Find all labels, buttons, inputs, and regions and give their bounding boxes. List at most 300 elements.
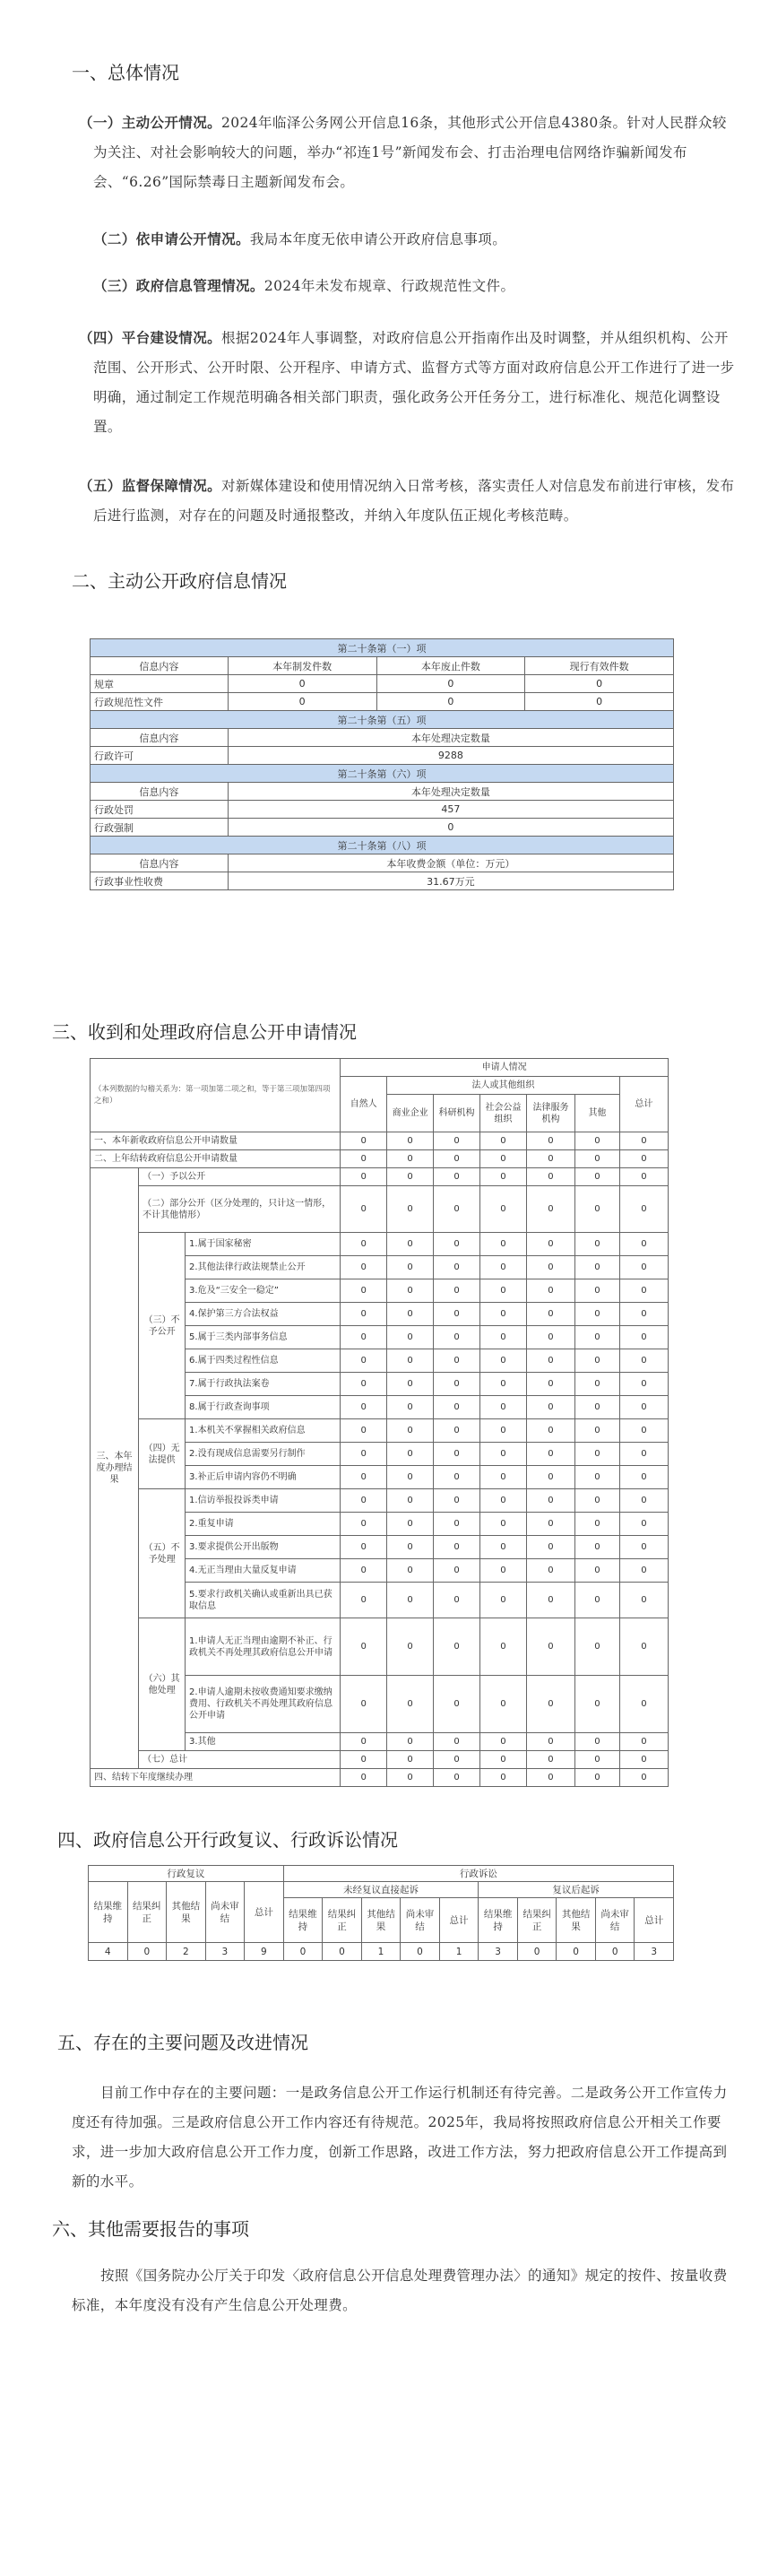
count-cell: 0 (434, 1349, 480, 1373)
count-cell: 0 (434, 1186, 480, 1233)
result-g7: （七）总计 (139, 1751, 341, 1769)
count-cell: 0 (387, 1733, 434, 1751)
not-reviewed-header: 未经复议直接起诉 (283, 1882, 479, 1898)
punish-value: 457 (228, 801, 673, 819)
count-cell: 0 (526, 1559, 574, 1583)
review-value-cell: 0 (283, 1943, 323, 1961)
result-g3-item: 6.属于四类过程性信息 (186, 1349, 341, 1373)
art1-header: 第二十条第（一）项 (91, 639, 674, 657)
count-cell: 0 (526, 1279, 574, 1303)
count-cell: 0 (341, 1150, 387, 1168)
count-cell: 0 (575, 1396, 620, 1419)
count-cell: 0 (341, 1419, 387, 1443)
col-abolished: 本年废止件数 (376, 657, 525, 675)
count-cell: 0 (480, 1168, 527, 1186)
col-decision-count: 本年处理决定数量 (228, 729, 673, 747)
count-cell: 0 (480, 1769, 527, 1787)
count-cell: 0 (480, 1303, 527, 1326)
count-cell: 0 (434, 1233, 480, 1256)
count-cell: 0 (480, 1186, 527, 1233)
count-cell: 0 (619, 1489, 668, 1513)
count-cell: 0 (341, 1466, 387, 1489)
count-cell: 0 (387, 1559, 434, 1583)
p2-lead: （二）依申请公开情况。 (93, 230, 250, 247)
count-cell: 0 (434, 1618, 480, 1676)
count-cell: 0 (387, 1326, 434, 1349)
count-cell: 0 (387, 1279, 434, 1303)
result-g5-item: 5.要求行政机关确认或重新出具已获取信息 (186, 1583, 341, 1618)
count-cell: 0 (480, 1559, 527, 1583)
count-cell: 0 (575, 1150, 620, 1168)
col-biz: 商业企业 (387, 1095, 434, 1132)
count-cell: 0 (619, 1186, 668, 1233)
count-cell: 0 (434, 1443, 480, 1466)
count-cell: 0 (341, 1233, 387, 1256)
count-cell: 0 (619, 1676, 668, 1733)
row-force: 行政强制 (91, 819, 229, 837)
count-cell: 0 (575, 1733, 620, 1751)
section1-title: 一、总体情况 (72, 62, 179, 83)
col-other: 其他 (575, 1095, 620, 1132)
ar-col-4: 总计 (635, 1898, 674, 1943)
count-cell: 0 (619, 1326, 668, 1349)
count-cell: 0 (387, 1443, 434, 1466)
review-col-1: 结果纠正 (127, 1882, 167, 1943)
count-cell: 0 (434, 1583, 480, 1618)
relation-note: （本列数据的勾稽关系为：第一项加第二项之和，等于第三项加第四项之和） (91, 1059, 341, 1132)
section1-paragraph-1 (79, 108, 738, 197)
count-cell: 0 (619, 1751, 668, 1769)
count-cell: 0 (526, 1233, 574, 1256)
count-cell: 0 (341, 1132, 387, 1150)
col-natural: 自然人 (341, 1077, 387, 1132)
count-cell: 0 (480, 1279, 527, 1303)
permit-value: 9288 (228, 747, 673, 765)
result-g2: （二）部分公开（区分处理的，只计这一情形，不计其他情形） (139, 1186, 341, 1233)
count-cell: 0 (341, 1676, 387, 1733)
col-legal: 法人或其他组织 (387, 1077, 620, 1095)
count-cell: 0 (434, 1466, 480, 1489)
count-cell: 0 (619, 1279, 668, 1303)
count-cell: 0 (434, 1419, 480, 1443)
row-punish: 行政处罚 (91, 801, 229, 819)
count-cell: 0 (526, 1489, 574, 1513)
count-cell: 0 (575, 1536, 620, 1559)
count-cell: 0 (480, 1466, 527, 1489)
normative-issued: 0 (228, 693, 376, 711)
count-cell: 0 (575, 1513, 620, 1536)
count-cell: 0 (387, 1513, 434, 1536)
ar-col-2: 其他结果 (557, 1898, 596, 1943)
count-cell: 0 (341, 1373, 387, 1396)
count-cell: 0 (434, 1373, 480, 1396)
count-cell: 0 (526, 1769, 574, 1787)
count-cell: 0 (619, 1769, 668, 1787)
result-g3-item: 5.属于三类内部事务信息 (186, 1326, 341, 1349)
row-next-year: 四、结转下年度继续办理 (91, 1769, 341, 1787)
count-cell: 0 (434, 1489, 480, 1513)
count-cell: 0 (341, 1256, 387, 1279)
col-social: 社会公益组织 (480, 1095, 527, 1132)
count-cell: 0 (434, 1150, 480, 1168)
col-info-content-4: 信息内容 (91, 854, 229, 872)
count-cell: 0 (341, 1559, 387, 1583)
count-cell: 0 (341, 1349, 387, 1373)
normative-abolished: 0 (376, 693, 525, 711)
count-cell: 0 (387, 1396, 434, 1419)
review-value-cell: 3 (479, 1943, 518, 1961)
result-g5-item: 3.要求提供公开出版物 (186, 1536, 341, 1559)
result-g5-item: 2.重复申请 (186, 1513, 341, 1536)
count-cell: 0 (480, 1513, 527, 1536)
count-cell: 0 (434, 1256, 480, 1279)
count-cell: 0 (341, 1303, 387, 1326)
count-cell: 0 (526, 1150, 574, 1168)
count-cell: 0 (434, 1536, 480, 1559)
section5-title: 五、存在的主要问题及改进情况 (57, 2032, 308, 2053)
count-cell: 0 (575, 1256, 620, 1279)
count-cell: 0 (526, 1256, 574, 1279)
count-cell: 0 (387, 1676, 434, 1733)
count-cell: 0 (387, 1233, 434, 1256)
applicant-header: 申请人情况 (341, 1059, 669, 1077)
review-value-cell: 1 (361, 1943, 401, 1961)
review-value-cell: 0 (323, 1943, 362, 1961)
count-cell: 0 (434, 1733, 480, 1751)
count-cell: 0 (434, 1513, 480, 1536)
suit-header: 行政诉讼 (283, 1866, 673, 1882)
review-value-cell: 3 (635, 1943, 674, 1961)
col-fee-amount: 本年收费金额（单位：万元） (228, 854, 673, 872)
art5-header: 第二十条第（五）项 (91, 711, 674, 729)
review-value-cell: 4 (89, 1943, 128, 1961)
count-cell: 0 (434, 1303, 480, 1326)
row-permit: 行政许可 (91, 747, 229, 765)
count-cell: 0 (575, 1419, 620, 1443)
art8-header: 第二十条第（八）项 (91, 837, 674, 854)
nr-col-3: 尚未审结 (401, 1898, 440, 1943)
count-cell: 0 (575, 1443, 620, 1466)
count-cell: 0 (341, 1513, 387, 1536)
section1-paragraph-3 (93, 271, 738, 301)
row-rules: 规章 (91, 675, 229, 693)
result-g3-item: 7.属于行政执法案卷 (186, 1373, 341, 1396)
section1-paragraph-4 (79, 323, 738, 442)
count-cell: 0 (387, 1466, 434, 1489)
count-cell: 0 (526, 1751, 574, 1769)
review-value-cell: 9 (245, 1943, 284, 1961)
count-cell: 0 (619, 1618, 668, 1676)
count-cell: 0 (480, 1256, 527, 1279)
count-cell: 0 (434, 1769, 480, 1787)
count-cell: 0 (526, 1583, 574, 1618)
count-cell: 0 (526, 1168, 574, 1186)
result-g6-item: 1.申请人无正当理由逾期不补正、行政机关不再处理其政府信息公开申请 (186, 1618, 341, 1676)
count-cell: 0 (526, 1396, 574, 1419)
result-g3-item: 3.危及“三安全一稳定” (186, 1279, 341, 1303)
force-value: 0 (228, 819, 673, 837)
count-cell: 0 (619, 1303, 668, 1326)
col-info-content-3: 信息内容 (91, 783, 229, 801)
p1-text: 2024年临泽公务网公开信息16条，其他形式公开信息4380条。针对人民群众较为关注、对社会影响较大的问题，举办“祁连1号”新闻发布会、打击治理电信网络诈骗新闻发布会、“6.26”国际禁毒日主题新闻发布会。 (93, 115, 727, 190)
count-cell: 0 (619, 1733, 668, 1751)
count-cell: 0 (526, 1618, 574, 1676)
count-cell: 0 (480, 1132, 527, 1150)
count-cell: 0 (387, 1132, 434, 1150)
section1-paragraph-2 (93, 224, 738, 255)
count-cell: 0 (526, 1676, 574, 1733)
p3-lead: （三）政府信息管理情况。 (93, 277, 264, 294)
count-cell: 0 (619, 1396, 668, 1419)
review-value-cell: 1 (439, 1943, 479, 1961)
p2-text: 我局本年度无依申请公开政府信息事项。 (249, 231, 507, 247)
count-cell: 0 (341, 1186, 387, 1233)
count-cell: 0 (341, 1769, 387, 1787)
count-cell: 0 (387, 1303, 434, 1326)
result-g3-item: 4.保护第三方合法权益 (186, 1303, 341, 1326)
row-new: 一、本年新收政府信息公开申请数量 (91, 1132, 341, 1150)
review-litigation-table (88, 1865, 674, 1961)
count-cell: 0 (387, 1168, 434, 1186)
p3-text: 2024年未发布规章、行政规范性文件。 (263, 278, 515, 294)
section6-text: 按照《国务院办公厅关于印发〈政府信息公开信息处理费管理办法〉的通知》规定的按件、按量收费标准，本年度没有没有产生信息公开处理费。 (72, 2268, 728, 2313)
count-cell: 0 (434, 1559, 480, 1583)
ar-col-1: 结果纠正 (517, 1898, 557, 1943)
p5-lead: （五）监督保障情况。 (79, 477, 222, 494)
result-g3-item: 8.属于行政查询事项 (186, 1396, 341, 1419)
count-cell: 0 (526, 1443, 574, 1466)
count-cell: 0 (526, 1349, 574, 1373)
count-cell: 0 (619, 1513, 668, 1536)
count-cell: 0 (480, 1751, 527, 1769)
count-cell: 0 (434, 1751, 480, 1769)
result-g1: （一）予以公开 (139, 1168, 341, 1186)
count-cell: 0 (341, 1536, 387, 1559)
count-cell: 0 (619, 1168, 668, 1186)
count-cell: 0 (619, 1233, 668, 1256)
application-table (90, 1058, 669, 1787)
result-g6-item: 3.其他 (186, 1733, 341, 1751)
result-g5-item: 1.信访举报投诉类申请 (186, 1489, 341, 1513)
count-cell: 0 (575, 1751, 620, 1769)
count-cell: 0 (575, 1279, 620, 1303)
count-cell: 0 (575, 1373, 620, 1396)
art6-header: 第二十条第（六）项 (91, 765, 674, 783)
count-cell: 0 (575, 1489, 620, 1513)
count-cell: 0 (526, 1419, 574, 1443)
count-cell: 0 (526, 1733, 574, 1751)
count-cell: 0 (387, 1769, 434, 1787)
count-cell: 0 (619, 1349, 668, 1373)
col-info-content: 信息内容 (91, 657, 229, 675)
count-cell: 0 (480, 1326, 527, 1349)
count-cell: 0 (434, 1279, 480, 1303)
count-cell: 0 (619, 1559, 668, 1583)
count-cell: 0 (434, 1326, 480, 1349)
count-cell: 0 (387, 1256, 434, 1279)
count-cell: 0 (434, 1396, 480, 1419)
col-info-content-2: 信息内容 (91, 729, 229, 747)
count-cell: 0 (480, 1233, 527, 1256)
count-cell: 0 (341, 1489, 387, 1513)
result-g4-item: 1.本机关不掌握相关政府信息 (186, 1419, 341, 1443)
count-cell: 0 (575, 1303, 620, 1326)
review-col-4: 总计 (245, 1882, 284, 1943)
count-cell: 0 (341, 1443, 387, 1466)
count-cell: 0 (575, 1132, 620, 1150)
count-cell: 0 (526, 1513, 574, 1536)
count-cell: 0 (575, 1233, 620, 1256)
col-valid: 现行有效件数 (525, 657, 674, 675)
count-cell: 0 (619, 1419, 668, 1443)
nr-col-1: 结果纠正 (323, 1898, 362, 1943)
result-g3: （三）不予公开 (139, 1233, 186, 1419)
row-carried: 二、上年结转政府信息公开申请数量 (91, 1150, 341, 1168)
review-value-cell: 2 (167, 1943, 206, 1961)
result-g4-item: 2.没有现成信息需要另行制作 (186, 1443, 341, 1466)
result-g5-item: 4.无正当理由大量反复申请 (186, 1559, 341, 1583)
nr-col-2: 其他结果 (361, 1898, 401, 1943)
review-value-cell: 0 (127, 1943, 167, 1961)
count-cell: 0 (575, 1559, 620, 1583)
section3-title: 三、收到和处理政府信息公开申请情况 (52, 1021, 357, 1043)
count-cell: 0 (526, 1326, 574, 1349)
count-cell: 0 (480, 1536, 527, 1559)
nr-col-4: 总计 (439, 1898, 479, 1943)
count-cell: 0 (575, 1349, 620, 1373)
row-fee: 行政事业性收费 (91, 872, 229, 890)
rules-valid: 0 (525, 675, 674, 693)
count-cell: 0 (341, 1396, 387, 1419)
rules-issued: 0 (228, 675, 376, 693)
section4-title: 四、政府信息公开行政复议、行政诉讼情况 (57, 1829, 398, 1851)
nr-col-0: 结果维持 (283, 1898, 323, 1943)
count-cell: 0 (341, 1733, 387, 1751)
review-col-0: 结果维持 (89, 1882, 128, 1943)
count-cell: 0 (575, 1466, 620, 1489)
col-total: 总计 (619, 1077, 668, 1132)
result-g6: （六）其他处理 (139, 1618, 186, 1751)
count-cell: 0 (526, 1466, 574, 1489)
count-cell: 0 (619, 1443, 668, 1466)
count-cell: 0 (480, 1618, 527, 1676)
count-cell: 0 (480, 1349, 527, 1373)
p4-lead: （四）平台建设情况。 (79, 329, 222, 346)
count-cell: 0 (575, 1583, 620, 1618)
section2-title: 二、主动公开政府信息情况 (72, 570, 287, 592)
section5-text: 目前工作中存在的主要问题：一是政务信息公开工作运行机制还有待完善。二是政务公开工作宣传力度还有待加强。三是政府信息公开工作内容还有待规范。2025年，我局将按照政府信息公开相关工作要求，进一步加大政府信息公开工作力度，创新工作思路，改进工作方法，努力把政府信息公开工作提高到新的水平。 (72, 2085, 728, 2190)
count-cell: 0 (480, 1150, 527, 1168)
review-col-3: 尚未审结 (205, 1882, 245, 1943)
count-cell: 0 (480, 1733, 527, 1751)
count-cell: 0 (526, 1186, 574, 1233)
normative-valid: 0 (525, 693, 674, 711)
count-cell: 0 (387, 1419, 434, 1443)
count-cell: 0 (619, 1150, 668, 1168)
row-normative: 行政规范性文件 (91, 693, 229, 711)
count-cell: 0 (619, 1536, 668, 1559)
section1-paragraph-5 (79, 471, 738, 531)
count-cell: 0 (387, 1373, 434, 1396)
p1-lead: （一）主动公开情况。 (79, 114, 222, 131)
count-cell: 0 (575, 1676, 620, 1733)
count-cell: 0 (619, 1256, 668, 1279)
count-cell: 0 (387, 1150, 434, 1168)
count-cell: 0 (575, 1168, 620, 1186)
review-value-cell: 0 (401, 1943, 440, 1961)
col-issued: 本年制发件数 (228, 657, 376, 675)
count-cell: 0 (526, 1536, 574, 1559)
count-cell: 0 (480, 1373, 527, 1396)
review-header: 行政复议 (89, 1866, 284, 1882)
count-cell: 0 (341, 1168, 387, 1186)
result-g3-item: 2.其他法律行政法规禁止公开 (186, 1256, 341, 1279)
count-cell: 0 (480, 1396, 527, 1419)
section6-title: 六、其他需要报告的事项 (52, 2218, 249, 2240)
review-value-cell: 0 (595, 1943, 635, 1961)
count-cell: 0 (619, 1373, 668, 1396)
count-cell: 0 (387, 1349, 434, 1373)
fee-value: 31.67万元 (228, 872, 673, 890)
count-cell: 0 (341, 1618, 387, 1676)
result-g3-item: 1.属于国家秘密 (186, 1233, 341, 1256)
count-cell: 0 (575, 1326, 620, 1349)
count-cell: 0 (619, 1466, 668, 1489)
review-col-2: 其他结果 (167, 1882, 206, 1943)
ar-col-0: 结果维持 (479, 1898, 518, 1943)
review-value-cell: 0 (557, 1943, 596, 1961)
count-cell: 0 (341, 1583, 387, 1618)
count-cell: 0 (480, 1489, 527, 1513)
count-cell: 0 (341, 1326, 387, 1349)
col-sci: 科研机构 (434, 1095, 480, 1132)
count-cell: 0 (434, 1676, 480, 1733)
count-cell: 0 (387, 1618, 434, 1676)
result-group-label: 三、本年度办理结果 (91, 1168, 139, 1769)
count-cell: 0 (341, 1751, 387, 1769)
col-law: 法律服务机构 (526, 1095, 574, 1132)
count-cell: 0 (575, 1186, 620, 1233)
count-cell: 0 (387, 1583, 434, 1618)
after-review-header: 复议后起诉 (479, 1882, 674, 1898)
count-cell: 0 (575, 1618, 620, 1676)
review-value-cell: 0 (517, 1943, 557, 1961)
count-cell: 0 (341, 1279, 387, 1303)
count-cell: 0 (619, 1583, 668, 1618)
result-g6-item: 2.申请人逾期未按收费通知要求缴纳费用、行政机关不再处理其政府信息公开申请 (186, 1676, 341, 1733)
col-decision-count-2: 本年处理决定数量 (228, 783, 673, 801)
result-g4: （四）无法提供 (139, 1419, 186, 1489)
count-cell: 0 (480, 1419, 527, 1443)
count-cell: 0 (434, 1132, 480, 1150)
count-cell: 0 (434, 1168, 480, 1186)
rules-abolished: 0 (376, 675, 525, 693)
ar-col-3: 尚未审结 (595, 1898, 635, 1943)
count-cell: 0 (480, 1676, 527, 1733)
p4-text: 根据2024年人事调整，对政府信息公开指南作出及时调整，并从组织机构、公开范围、公开形式、公开时限、公开程序、申请方式、监督方式等方面对政府信息公开工作进行了进一步明确，通过制定工作规范明确各相关部门职责，强化政务公开任务分工，进行标准化、规范化调整设置。 (93, 330, 735, 435)
p5-text: 对新媒体建设和使用情况纳入日常考核，落实责任人对信息发布前进行审核，发布后进行监测，对存在的问题及时通报整改，并纳入年度队伍正规化考核范畴。 (93, 478, 735, 524)
count-cell: 0 (526, 1303, 574, 1326)
count-cell: 0 (387, 1186, 434, 1233)
count-cell: 0 (575, 1769, 620, 1787)
count-cell: 0 (526, 1132, 574, 1150)
result-g4-item: 3.补正后申请内容仍不明确 (186, 1466, 341, 1489)
count-cell: 0 (619, 1132, 668, 1150)
active-disclosure-table (90, 638, 674, 890)
count-cell: 0 (387, 1489, 434, 1513)
count-cell: 0 (480, 1583, 527, 1618)
count-cell: 0 (526, 1373, 574, 1396)
